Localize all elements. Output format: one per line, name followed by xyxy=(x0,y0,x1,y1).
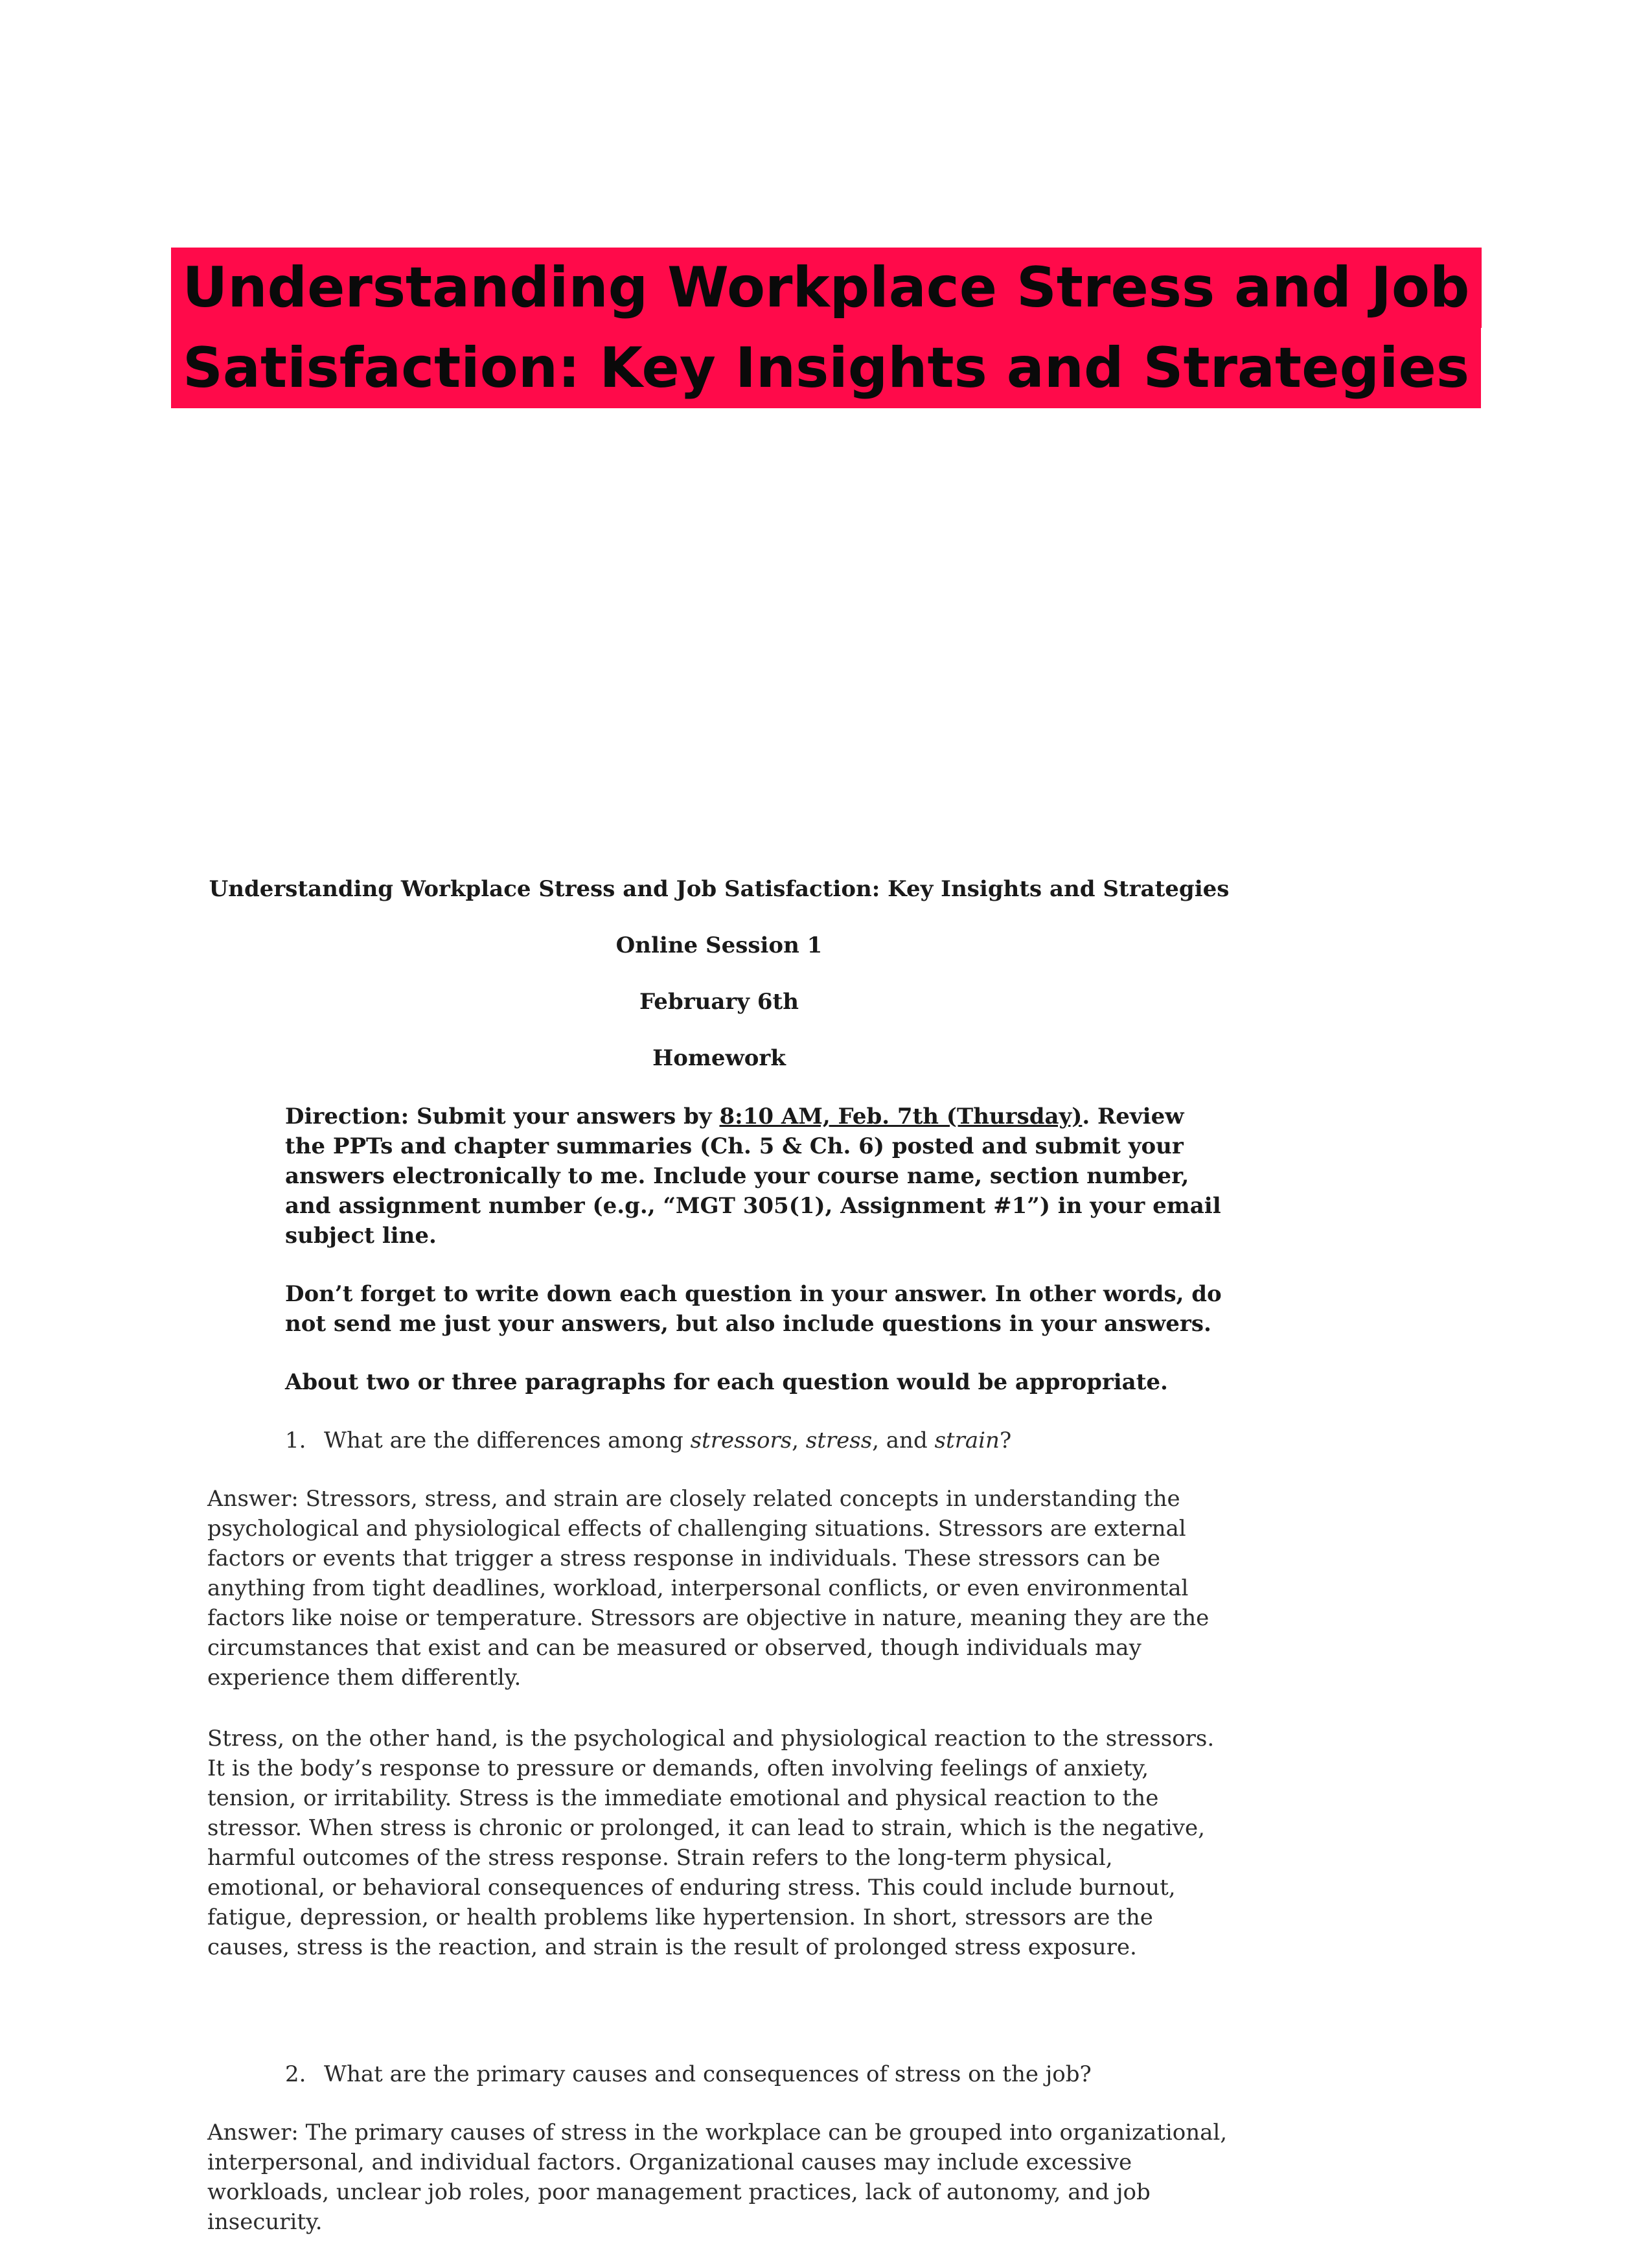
answer-1-paragraph-2: Stress, on the other hand, is the psychological and physiological reaction to the stressors. It is the body’s response to pressure or demands, often involving feelings of anxiety, tension, or irritability. Stress is the immediate emotional and physical reaction to the stressor. When stress is chronic or prolonged, it can lead to strain, which is the negative, harmful outcomes of the stress response. Strain refers to the long-term physical, emotional, or behavioral consequences of enduring stress. This could include burnout, fatigue, depression, or health problems like hypertension. In short, stressors are the causes, stress is the reaction, and strain is the result of prolonged stress exposure. xyxy=(207,1726,1215,1960)
banner-title-line-2: Satisfaction: Key Insights and Strategies xyxy=(171,328,1481,408)
question-1 xyxy=(285,1426,1231,1455)
answer-2-paragraph-1: Answer: The primary causes of stress in the workplace can be grouped into organizational, interpersonal, and individual factors. Organizational causes may include excessive workloads, unclear job roles, poor management practices, lack of autonomy, and job insecurity. xyxy=(207,2120,1228,2235)
question-term-stressors: stressors xyxy=(690,1428,792,1453)
question-term-stress: stress xyxy=(805,1428,873,1453)
question-text: What are the differences among xyxy=(324,1428,691,1453)
question-separator: , and xyxy=(872,1428,935,1453)
document-page xyxy=(207,876,1231,2268)
banner-title-line-1: Understanding Workplace Stress and Job xyxy=(171,248,1482,328)
question-text: What are the primary causes and consequences of stress on the job? xyxy=(324,2061,1092,2087)
date-label: February 6th xyxy=(639,989,799,1015)
direction-suffix: . Review the PPTs and chapter summaries (Ch. 5 & Ch. 6) posted and submit your answers electronically to me. Include your course name, section number, and assignment number (e.g., “MGT 305(1), Assignment #1”) in your email subject line. xyxy=(285,1104,1221,1249)
document-title: Understanding Workplace Stress and Job Satisfaction: Key Insights and Strategies xyxy=(209,876,1230,902)
direction-prefix: Direction: Submit your answers by xyxy=(285,1104,720,1129)
question-2 xyxy=(285,2059,1231,2089)
question-number: 2. xyxy=(285,2061,306,2087)
title-banner xyxy=(0,248,1652,408)
spacer xyxy=(207,1993,1231,2059)
direction-paragraph xyxy=(285,1102,1231,1251)
session-label: Online Session 1 xyxy=(615,932,823,958)
answer-1-paragraph-1: Answer: Stressors, stress, and strain are closely related concepts in understanding the psychological and physiological effects of challenging situations. Stressors are external factors or events that trigger a stress response in individuals. These stressors can be anything from tight deadlines, workload, interpersonal conflicts, or even environmental factors like noise or temperature. Stressors are objective in nature, meaning they are the circumstances that exist and can be measured or observed, though individuals may experience them differently. xyxy=(207,1486,1210,1691)
question-number: 1. xyxy=(285,1428,306,1453)
length-note: About two or three paragraphs for each question would be appropriate. xyxy=(285,1369,1168,1395)
direction-deadline: 8:10 AM, Feb. 7th (Thursday) xyxy=(719,1104,1083,1129)
question-separator: , xyxy=(792,1428,806,1453)
reminder-paragraph: Don’t forget to write down each question in your answer. In other words, do not send me just your answers, but also include questions in your answers. xyxy=(285,1281,1222,1337)
question-term-strain: strain xyxy=(934,1428,1000,1453)
homework-label: Homework xyxy=(652,1045,786,1071)
question-end: ? xyxy=(999,1428,1012,1453)
